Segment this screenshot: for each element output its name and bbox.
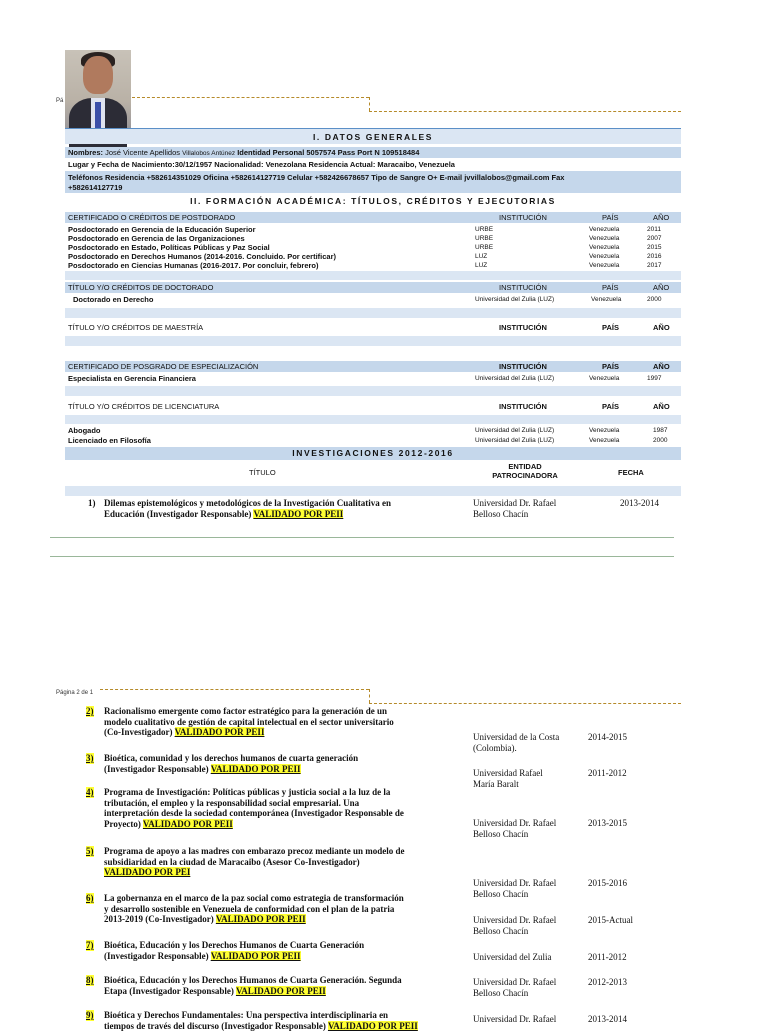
investigacion-item-5: 5) Programa de apoyo a las madres con embarazo precoz mediante un modelo de subsidiaridad en la ciudad de Maracaibo (Asesor Co-Investigador) VALIDADO POR PEI Universidad Dr. Rafael Belloso Chacín 2015-2016 bbox=[86, 846, 627, 899]
postdoc-row bbox=[65, 225, 681, 234]
postdoc-ano: 2011 bbox=[647, 226, 661, 233]
investigacion-item-3: 3) Bioética, comunidad y los derechos humanos de cuarta generación (Investigador Responsable) VALIDADO POR PEII Universidad Rafael María Baralt 2011-2012 bbox=[86, 753, 627, 789]
investigacion-item-6: 6) La gobernanza en el marco de la paz social como estrategia de transformación y desarrollo sostenible en Venezuela de conformidad con el plan de la patria 2013-2019 (Co-Investigador) VALIDADO POR PEII Universidad Dr. Rafael Belloso Chacín 2015-Actual bbox=[86, 893, 633, 936]
postdoc-row bbox=[65, 243, 681, 252]
postdoc-ano: 2015 bbox=[647, 244, 662, 251]
investigacion-item-1: 1) Dilemas epistemológicos y metodológicos de la Investigación Cualitativa en Educación (Investigador Responsable) VALIDADO POR PEII Universidad Dr. Rafael Belloso Chacín 2013-2014 bbox=[88, 498, 659, 519]
doctorado-row: Doctorado en Derecho Universidad del Zulia (LUZ) Venezuela 2000 bbox=[73, 295, 662, 304]
investigacion-item-8: 8) Bioética, Educación y los Derechos Humanos de Cuarta Generación. Segunda Etapa (Investigador Responsable) VALIDADO POR PEII Universidad Dr. Rafael Belloso Chacín 2012-2013 bbox=[86, 975, 627, 998]
postdoc-pais: Venezuela bbox=[589, 262, 620, 269]
investigacion-item-9: 9) Bioética y Derechos Fundamentales: Una perspectiva interdisciplinaria en tiempos de través del discurso (Investigador Responsable) VALIDADO POR PEII Universidad Dr. Rafael 2013-2014 bbox=[86, 1010, 627, 1031]
postdoc-inst: URBE bbox=[475, 226, 494, 233]
postdoc-header-row: CERTIFICADO O CRÉDITOS DE POSTDORADO INSTITUCIÓN PAÍS AÑO bbox=[65, 212, 681, 223]
postdoc-inst: LUZ bbox=[475, 262, 488, 269]
page-label: Pá bbox=[56, 98, 64, 104]
nacimiento-line: Lugar y Fecha de Nacimiento:30/12/1957 Nacionalidad: Venezolana Residencia Actual: Maracaibo, Venezuela bbox=[68, 160, 455, 169]
postdoc-titulo: Posdoctorado en Ciencias Humanas (2016-2017. Por concluir, febrero) bbox=[68, 261, 319, 270]
page-number-label: Página 2 de 1 bbox=[56, 690, 94, 696]
investigacion-item-7: 7) Bioética, Educación y los Derechos Humanos de Cuarta Generación (Investigador Responsable) VALIDADO POR PEII Universidad del Zulia 2011-2012 bbox=[86, 940, 627, 962]
maestria-header-row: TÍTULO Y/O CRÉDITOS DE MAESTRÍA INSTITUCIÓN PAÍS AÑO bbox=[68, 323, 670, 332]
investigacion-item-4: 4) Programa de Investigación: Políticas públicas y justicia social a la luz de la tributación, el empleo y la responsabilidad social empresarial. Una interpretación desde la sociedad contemporánea (Investigador Responsable de Proyecto) VALIDADO POR PEII Universidad Dr. Rafael Belloso Chacín 2013-2015 bbox=[86, 787, 627, 839]
col-titulo: TÍTULO bbox=[249, 468, 276, 477]
fax-line: +582614127719 bbox=[68, 183, 123, 192]
especializacion-row: Especialista en Gerencia Financiera Universidad del Zulia (LUZ) Venezuela 1997 bbox=[68, 374, 662, 383]
postdoc-titulo: Posdoctorado en Gerencia de las Organizaciones bbox=[68, 234, 245, 243]
postdoc-row bbox=[65, 234, 681, 243]
postdoc-pais: Venezuela bbox=[589, 235, 620, 242]
postdoc-pais: Venezuela bbox=[589, 244, 620, 251]
licenciatura-row-0: Abogado Universidad del Zulia (LUZ) Venezuela 1987 bbox=[68, 426, 668, 435]
postdoc-inst: URBE bbox=[475, 244, 494, 251]
especializacion-header-row: CERTIFICADO DE POSGRADO DE ESPECIALIZACIÓN INSTITUCIÓN PAÍS AÑO bbox=[65, 361, 681, 372]
licenciatura-row-1: Licenciado en Filosofía Universidad del Zulia (LUZ) Venezuela 2000 bbox=[68, 436, 668, 445]
postdoc-ano: 2007 bbox=[647, 235, 662, 242]
doctorado-header-row: TÍTULO Y/O CRÉDITOS DE DOCTORADO INSTITUCIÓN PAÍS AÑO bbox=[65, 282, 681, 293]
postdoc-inst: LUZ bbox=[475, 253, 488, 260]
col-entidad: ENTIDAD PATROCINADORA bbox=[492, 462, 558, 480]
header-divider bbox=[132, 97, 369, 98]
col-fecha: FECHA bbox=[618, 468, 644, 477]
section-title-formacion: II. FORMACIÓN ACADÉMICA: TÍTULOS, CRÉDITOS Y EJECUTORIAS bbox=[190, 196, 556, 206]
postdoc-pais: Venezuela bbox=[589, 226, 620, 233]
postdoc-row bbox=[65, 261, 681, 270]
licenciatura-header-row: TÍTULO Y/O CRÉDITOS DE LICENCIATURA INSTITUCIÓN PAÍS AÑO bbox=[68, 402, 670, 411]
postdoc-inst: URBE bbox=[475, 235, 494, 242]
postdoc-ano: 2016 bbox=[647, 253, 662, 260]
telefonos-line: Teléfonos Residencia +582614351029 Oficina +582614127719 Celular +582426678657 Tipo de Sangre O+ E-mail jvvillalobos@gmail.com Fax bbox=[68, 173, 565, 182]
nombres-row: Nombres: José Vicente Apellidos Villalobos Antúnez Identidad Personal 5057574 Pass Port N 109518484 bbox=[65, 147, 681, 158]
postdoc-row bbox=[65, 252, 681, 261]
postdoc-titulo: Posdoctorado en Gerencia de la Educación Superior bbox=[68, 225, 256, 234]
investigacion-item-2: 2) Racionalismo emergente como factor estratégico para la generación de un modelo cualitativo de gestión de capital intelectual en el sector universitario (Co-Investigador) VALIDADO POR PEII Universidad de la Costa (Colombia). 2014-2015 bbox=[86, 706, 627, 753]
postdoc-pais: Venezuela bbox=[589, 253, 620, 260]
section-title-investigaciones: INVESTIGACIONES 2012-2016 bbox=[65, 447, 681, 460]
postdoc-titulo: Posdoctorado en Estado, Políticas Públicas y Paz Social bbox=[68, 243, 270, 252]
section-title-datos-generales: I. DATOS GENERALES bbox=[65, 128, 681, 144]
postdoc-titulo: Posdoctorado en Derechos Humanos (2014-2016. Concluido. Por certificar) bbox=[68, 252, 336, 261]
postdoc-ano: 2017 bbox=[647, 262, 662, 269]
